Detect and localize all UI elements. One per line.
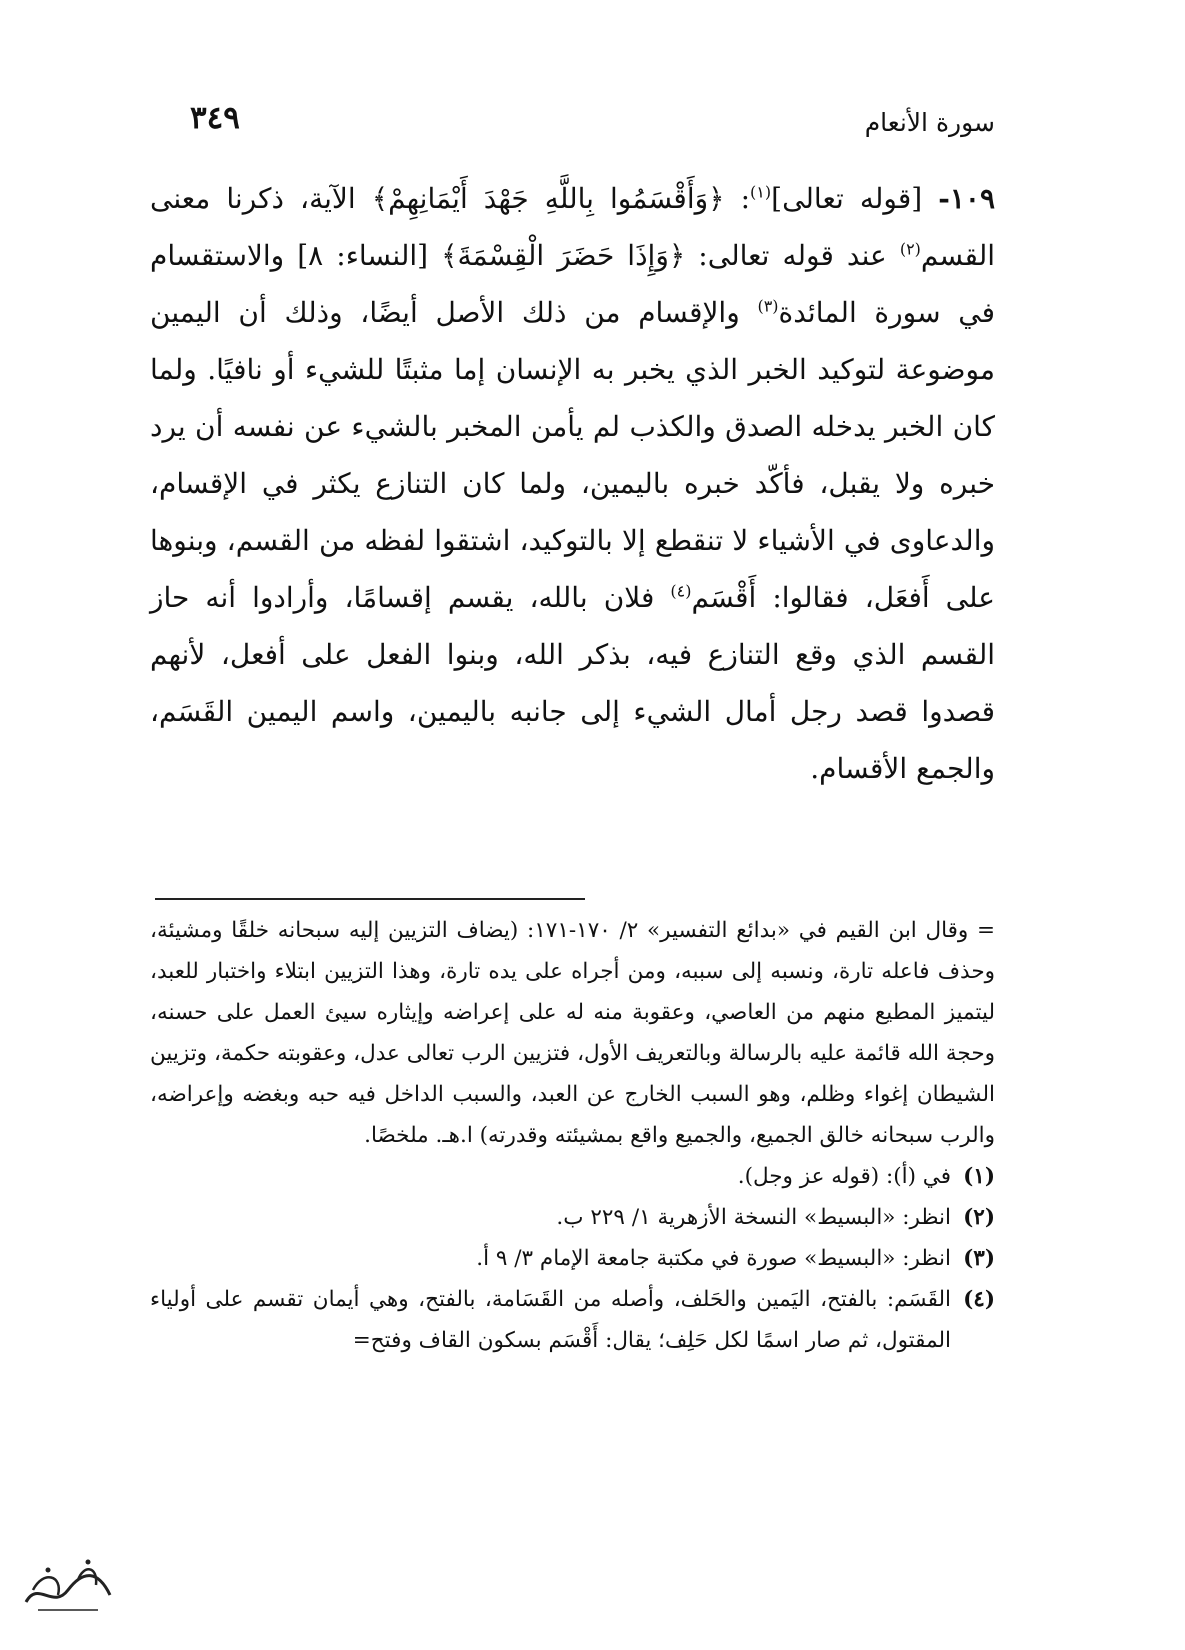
- footnote-ref-1: (١): [750, 182, 772, 202]
- publisher-logo-icon: [18, 1550, 118, 1620]
- body-text-3: والإقسام من ذلك الأصل أيضًا، وذلك أن اليمين موضوعة لتوكيد الخبر الذي يخبر به الإنسان إما مثبتًا للشيء أو نافيًا. ولما كان الخبر يدخله الصدق والكذب لم يأمن المخبر بالشيء عن نفسه أن يرد خبره ولا يقبل، فأكّد خبره باليمين، ولما كان التنازع يكثر في الإقسام، والدعاوى في الأشياء لا تنقطع إلا بالتوكيد، اشتقوا لفظه من القسم، وبنوها على أَفعَل، فقالوا: أَقْسَم: [150, 296, 995, 614]
- footnote-text: في (أ): (قوله عز وجل).: [737, 1164, 951, 1189]
- entry-label: [قوله تعالى]: [771, 182, 923, 215]
- footnote-3: [150, 1238, 995, 1279]
- running-head: [190, 100, 995, 150]
- footnote-text: انظر: «البسيط» صورة في مكتبة جامعة الإمام ٣/ ٩ أ.: [476, 1246, 951, 1271]
- surah-title: سورة الأنعام: [864, 108, 995, 137]
- footnote-4: [150, 1279, 995, 1361]
- page-number: ٣٤٩: [190, 100, 240, 136]
- footnote-number: (٤): [963, 1287, 995, 1312]
- footnote-number: (٣): [963, 1246, 995, 1271]
- footnote-ref-2: (٢): [899, 239, 921, 259]
- footnote-text: القَسَم: بالفتح، اليَمين والحَلف، وأصله من القَسَامة، بالفتح، وهي أيمان تقسم على أولياء المقتول، ثم صار اسمًا لكل حَلِف؛ يقال: أَقْسَم بسكون القاف وفتح=: [150, 1287, 951, 1353]
- footnote-separator: [155, 898, 585, 900]
- entry-number: ١٠٩-: [938, 182, 996, 215]
- footnote-number: (٢): [963, 1205, 995, 1230]
- footnote-ref-3: (٣): [757, 296, 779, 316]
- footnote-1: [150, 1156, 995, 1197]
- footnote-2: [150, 1197, 995, 1238]
- body-text-4: فلان بالله، يقسم إقسامًا، وأرادوا أنه حاز القسم الذي وقع التنازع فيه، بذكر الله، وبنوا الفعل على أفعل، لأنهم قصدوا قصد رجل أمال الشيء إلى جانبه باليمين، واسم اليمين القَسَم، والجمع الأقسام.: [150, 581, 995, 785]
- verse-text-1: : ﴿وَأَقْسَمُوا بِاللَّهِ جَهْدَ أَيْمَانِهِمْ﴾ الآية، ذكرنا معنى القسم: [150, 182, 996, 272]
- main-text: [150, 170, 995, 797]
- footnotes: [150, 910, 995, 1361]
- footnote-ref-4: (٤): [670, 581, 692, 601]
- footnote-text: انظر: «البسيط» النسخة الأزهرية ١/ ٢٢٩ ب.: [556, 1205, 951, 1230]
- entry-paragraph: [150, 170, 995, 797]
- body-text-2: عند قوله تعالى: ﴿وَإِذَا حَضَرَ الْقِسْمَةَ﴾ [النساء: ٨] والاستقسام في سورة المائدة: [150, 239, 995, 329]
- footnote-continuation: = وقال ابن القيم في «بدائع التفسير» ٢/ ١٧٠-١٧١: (يضاف التزيين إليه سبحانه خلقًا ومشيئة، وحذف فاعله تارة، ونسبه إلى سببه، ومن أجراه على يده تارة، وهذا التزيين ابتلاء واختبار للعبد، ليتميز المطيع منهم من العاصي، وعقوبة منه له على إعراضه وإيثاره سيئ العمل على حسنه، وحجة الله قائمة عليه بالرسالة وبالتعريف الأول، فتزيين الرب تعالى عدل، وعقوبته حكمة، وتزيين الشيطان إغواء وظلم، وهو السبب الخارج عن العبد، والسبب الداخل فيه حبه وبغضه وإعراضه، والرب سبحانه خالق الجميع، والجميع واقع بمشيئته وقدرته) ا.هـ. ملخصًا.: [150, 918, 995, 1148]
- footnote-number: (١): [963, 1164, 995, 1189]
